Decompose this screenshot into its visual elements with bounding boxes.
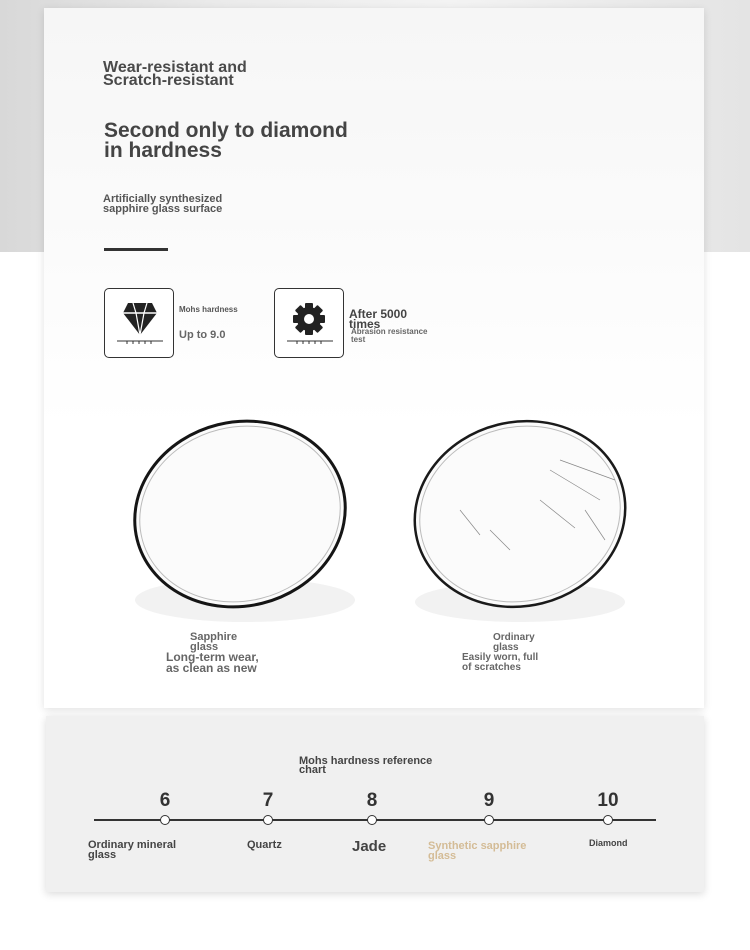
- material-label-highlighted: Synthetic sapphire glass: [428, 840, 527, 862]
- gear-icon: [275, 289, 345, 359]
- headline: Second only to diamond in hardness: [104, 119, 348, 162]
- hardness-value: 8: [366, 790, 378, 811]
- ordinary-glass-desc: Easily worn, full of scratches: [462, 652, 539, 673]
- material-label: Quartz: [247, 839, 282, 851]
- subtitle: Artificially synthesized sapphire glass surface: [103, 193, 223, 215]
- ordinary-glass-label: Ordinary glass: [493, 632, 535, 653]
- mohs-hardness-value: Up to 9.0: [179, 329, 226, 341]
- scale-marker: [484, 815, 494, 825]
- sapphire-lens-image: [120, 410, 360, 630]
- section-title: Wear-resistant and Scratch-resistant: [103, 59, 247, 89]
- hardness-value: 9: [483, 790, 495, 811]
- scale-marker: [160, 815, 170, 825]
- scale-marker: [263, 815, 273, 825]
- material-label: Jade: [352, 838, 387, 855]
- sapphire-glass-desc: Long-term wear, as clean as new: [166, 650, 259, 675]
- scale-marker: [367, 815, 377, 825]
- hardness-value: 7: [262, 790, 274, 811]
- abrasion-count-label: After 5000 times: [349, 307, 408, 331]
- hardness-value: 6: [159, 790, 171, 811]
- material-label: Ordinary mineral glass: [88, 839, 177, 861]
- ordinary-lens-image: [400, 410, 640, 630]
- diamond-icon: [105, 289, 175, 359]
- material-label: Diamond: [589, 838, 628, 848]
- scale-marker: [603, 815, 613, 825]
- sapphire-glass-label: Sapphire glass: [190, 631, 238, 653]
- hardness-value: 10: [597, 790, 619, 811]
- hardness-feature-box: [104, 288, 174, 358]
- divider: [104, 248, 168, 251]
- reference-chart-title: Mohs hardness reference chart: [299, 755, 433, 776]
- mohs-hardness-label: Mohs hardness: [179, 305, 238, 314]
- abrasion-test-label: Abrasion resistance test: [351, 327, 428, 344]
- abrasion-feature-box: [274, 288, 344, 358]
